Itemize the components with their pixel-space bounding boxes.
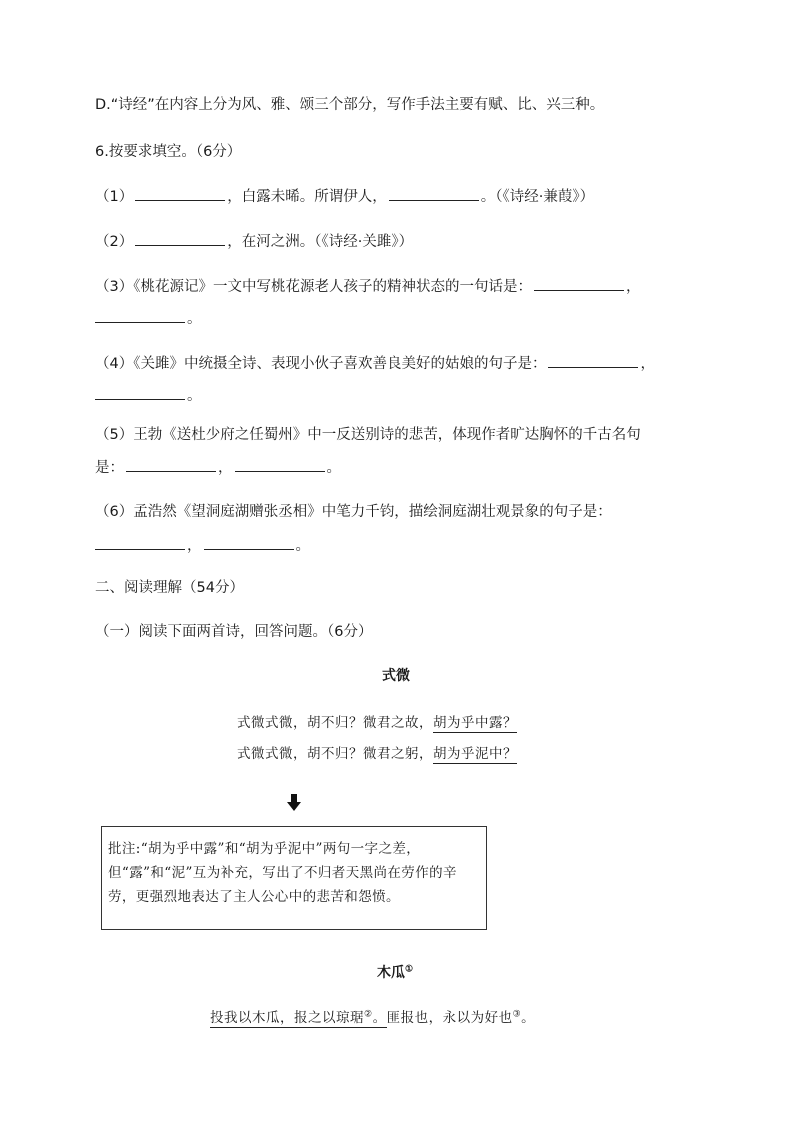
- item-text: 。: [187, 388, 202, 404]
- footnote-mark: ②: [364, 1009, 373, 1020]
- item-text: 。: [326, 460, 341, 476]
- q6-item-1: [95, 186, 594, 207]
- poem-text: 。: [372, 1010, 387, 1026]
- q6-item-2: [95, 231, 413, 252]
- poem-text: 。: [521, 1010, 536, 1026]
- answer-blank[interactable]: [389, 186, 479, 201]
- item-text: 。（《诗经·兼葭》）: [480, 189, 595, 205]
- poem-title-shiwei: 式微: [382, 668, 410, 684]
- item-text: ，在河之洲。（《诗经·关雎》）: [227, 234, 414, 250]
- item-text: 。: [187, 311, 202, 327]
- item-text: ，: [187, 538, 202, 554]
- answer-blank[interactable]: [534, 276, 624, 291]
- q6-title: 6.按要求填空。（6分）: [95, 144, 242, 160]
- underlined-phrase: 胡为乎中露？: [433, 715, 517, 731]
- poem-title-mugua: [377, 962, 413, 982]
- annotation-box: 批注:“胡为乎中露”和“胡为乎泥中”两句一字之差，但“露”和“泥”互为补充，写出了不归者天黑尚在劳作的辛劳，更强烈地表达了主人公心中的悲苦和怨愤。: [101, 826, 487, 930]
- q6-item-6-cont: [95, 535, 310, 556]
- part-heading: （一）阅读下面两首诗，回答问题。（6分）: [95, 624, 373, 640]
- answer-blank[interactable]: [135, 231, 225, 246]
- item-text: ，: [625, 279, 641, 295]
- poem-title-text: 木瓜: [377, 965, 405, 981]
- q6-item-5-cont: [95, 457, 341, 478]
- item-text: ，白露未晞。所谓伊人，: [227, 189, 387, 205]
- answer-blank[interactable]: [95, 385, 185, 400]
- poem-line: [210, 1006, 535, 1026]
- underlined-phrase: 胡为乎泥中？: [433, 746, 517, 762]
- underlined-phrase: [210, 1010, 387, 1028]
- option-d: D.“诗经”在内容上分为风、雅、颂三个部分，写作手法主要有赋、比、兴三种。: [95, 97, 605, 113]
- item-text: （3）《桃花源记》一文中写桃花源老人孩子的精神状态的一句话是：: [95, 279, 532, 295]
- section-heading: 二、阅读理解（54分）: [95, 580, 244, 596]
- poem-line: [237, 711, 517, 731]
- answer-blank[interactable]: [204, 535, 294, 550]
- down-arrow-icon: [286, 794, 302, 812]
- item-text: （4）《关雎》中统摄全诗、表现小伙子喜欢善良美好的姑娘的句子是：: [95, 356, 547, 372]
- q6-item-3: [95, 276, 640, 297]
- item-text: 是：: [95, 460, 124, 476]
- q6-item-3-cont: [95, 308, 202, 329]
- poem-text: 匪报也，永以为好也: [386, 1010, 513, 1026]
- answer-blank[interactable]: [548, 353, 638, 368]
- q6-item-4-cont: [95, 385, 202, 406]
- poem-text: 投我以木瓜，报之以琼琚: [210, 1010, 364, 1026]
- answer-blank[interactable]: [135, 186, 225, 201]
- answer-blank[interactable]: [126, 457, 216, 472]
- item-text: ，: [218, 460, 233, 476]
- item-text: ，: [640, 356, 655, 372]
- item-number: （1）: [95, 189, 134, 205]
- item-number: （2）: [95, 234, 134, 250]
- q6-item-5: （5）王勃《送杜少府之任蜀州》中一反送别诗的悲苦，体现作者旷达胸怀的千古名句: [95, 427, 641, 443]
- poem-text: 式微式微，胡不归？微君之躬，: [237, 746, 433, 762]
- footnote-mark: ③: [512, 1009, 522, 1020]
- q6-item-6: （6）孟浩然《望洞庭湖赠张丞相》中笔力千钧，描绘洞庭湖壮观景象的句子是：: [95, 504, 612, 520]
- poem-text: 式微式微，胡不归？微君之故，: [237, 715, 433, 731]
- answer-blank[interactable]: [95, 308, 185, 323]
- answer-blank[interactable]: [95, 535, 185, 550]
- footnote-mark: ①: [405, 964, 414, 975]
- answer-blank[interactable]: [235, 457, 325, 472]
- poem-line: [237, 742, 517, 762]
- q6-item-4: [95, 353, 655, 374]
- item-text: 。: [295, 538, 310, 554]
